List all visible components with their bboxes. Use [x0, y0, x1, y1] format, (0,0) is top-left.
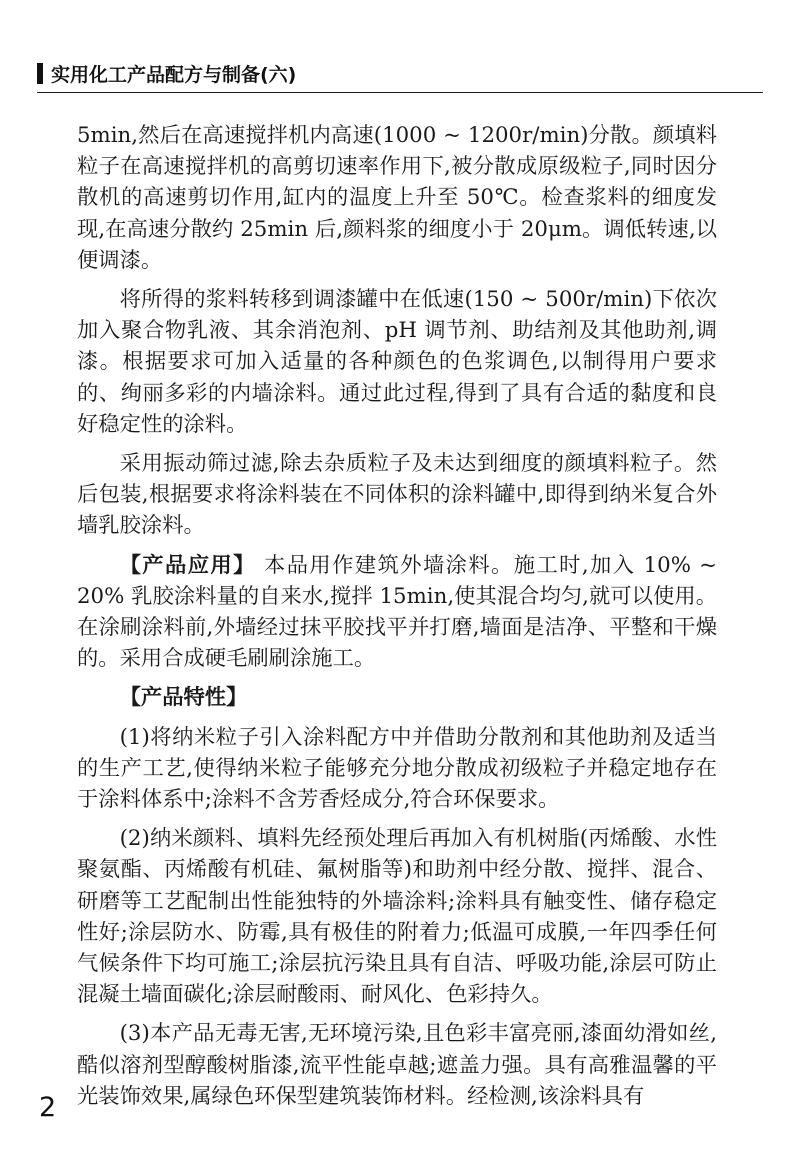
header-marker-bar: [37, 63, 43, 84]
paragraph-2: 将所得的浆料转移到调漆罐中在低速(150 ~ 500r/min)下依次加入聚合物乳液、其余消泡剂、pH 调节剂、助结剂及其他助剂,调漆。根据要求可加入适量的各种颜色的色浆调色,以制得用户要求的、绚丽多彩的内墙涂料。通过此过程,得到了具有合适的黏度和良好稳定性的涂料。: [77, 287, 717, 437]
paragraph-1: 5min,然后在高速搅拌机内高速(1000 ~ 1200r/min)分散。颜填料粒子在高速搅拌机的高剪切速率作用下,被分散成原级粒子,同时因分散机的高速剪切作用,缸内的温度上升至 50℃。检查浆料的细度发现,在高速分散约 25min 后,颜料浆的细度小于 20μm。调低转速,以便调漆。: [77, 123, 717, 273]
features-heading: 【产品特性】: [119, 685, 248, 711]
page-body: [77, 120, 717, 1112]
application-text: 本品用作建筑外墙涂料。施工时,加入 10% ~ 20% 乳胶涂料量的自来水,搅拌 15min,使其混合均匀,就可以使用。在涂刷涂料前,外墙经过抹平胶找平并打磨,墙面是洁净、平整和干燥的。采用合成硬毛刷刷涂施工。: [77, 552, 717, 672]
page-number: 2: [39, 1092, 57, 1123]
running-header: [37, 60, 296, 87]
book-title: 实用化工产品配方与制备(六): [51, 64, 297, 86]
feature-3: (3)本产品无毒无害,无环境污染,且色彩丰富亮丽,漆面幼滑如丝,酷似溶剂型醇酸树脂漆,流平性能卓越;遮盖力强。具有高雅温馨的平光装饰效果,属绿色环保型建筑装饰材料。经检测,该涂料具有: [77, 1021, 717, 1109]
paragraph-3: 采用振动筛过滤,除去杂质粒子及未达到细度的颜填料粒子。然后包装,根据要求将涂料装在不同体积的涂料罐中,即得到纳米复合外墙乳胶涂料。: [77, 451, 717, 539]
paragraph-application: [77, 550, 717, 675]
feature-1: (1)将纳米粒子引入涂料配方中并借助分散剂和其他助剂及适当的生产工艺,使得纳米粒子能够充分地分散成初级粒子并稳定地存在于涂料体系中;涂料不含芳香烃成分,符合环保要求。: [77, 724, 717, 813]
application-heading: 【产品应用】: [119, 552, 256, 578]
feature-2: (2)纳米颜料、填料先经预处理后再加入有机树脂(丙烯酸、水性聚氨酯、丙烯酸有机硅、氟树脂等)和助剂中经分散、搅拌、混合、研磨等工艺配制出性能独特的外墙涂料;涂料具有触变性、储存稳定性好;涂层防水、防霉,具有极佳的附着力;低温可成膜,一年四季任何气候条件下均可施工;涂层抗污染且具有自洁、呼吸功能,涂层可防止混凝土墙面碳化;涂层耐酸雨、耐风化、色彩持久。: [77, 826, 717, 1008]
header-rule: [37, 92, 763, 93]
